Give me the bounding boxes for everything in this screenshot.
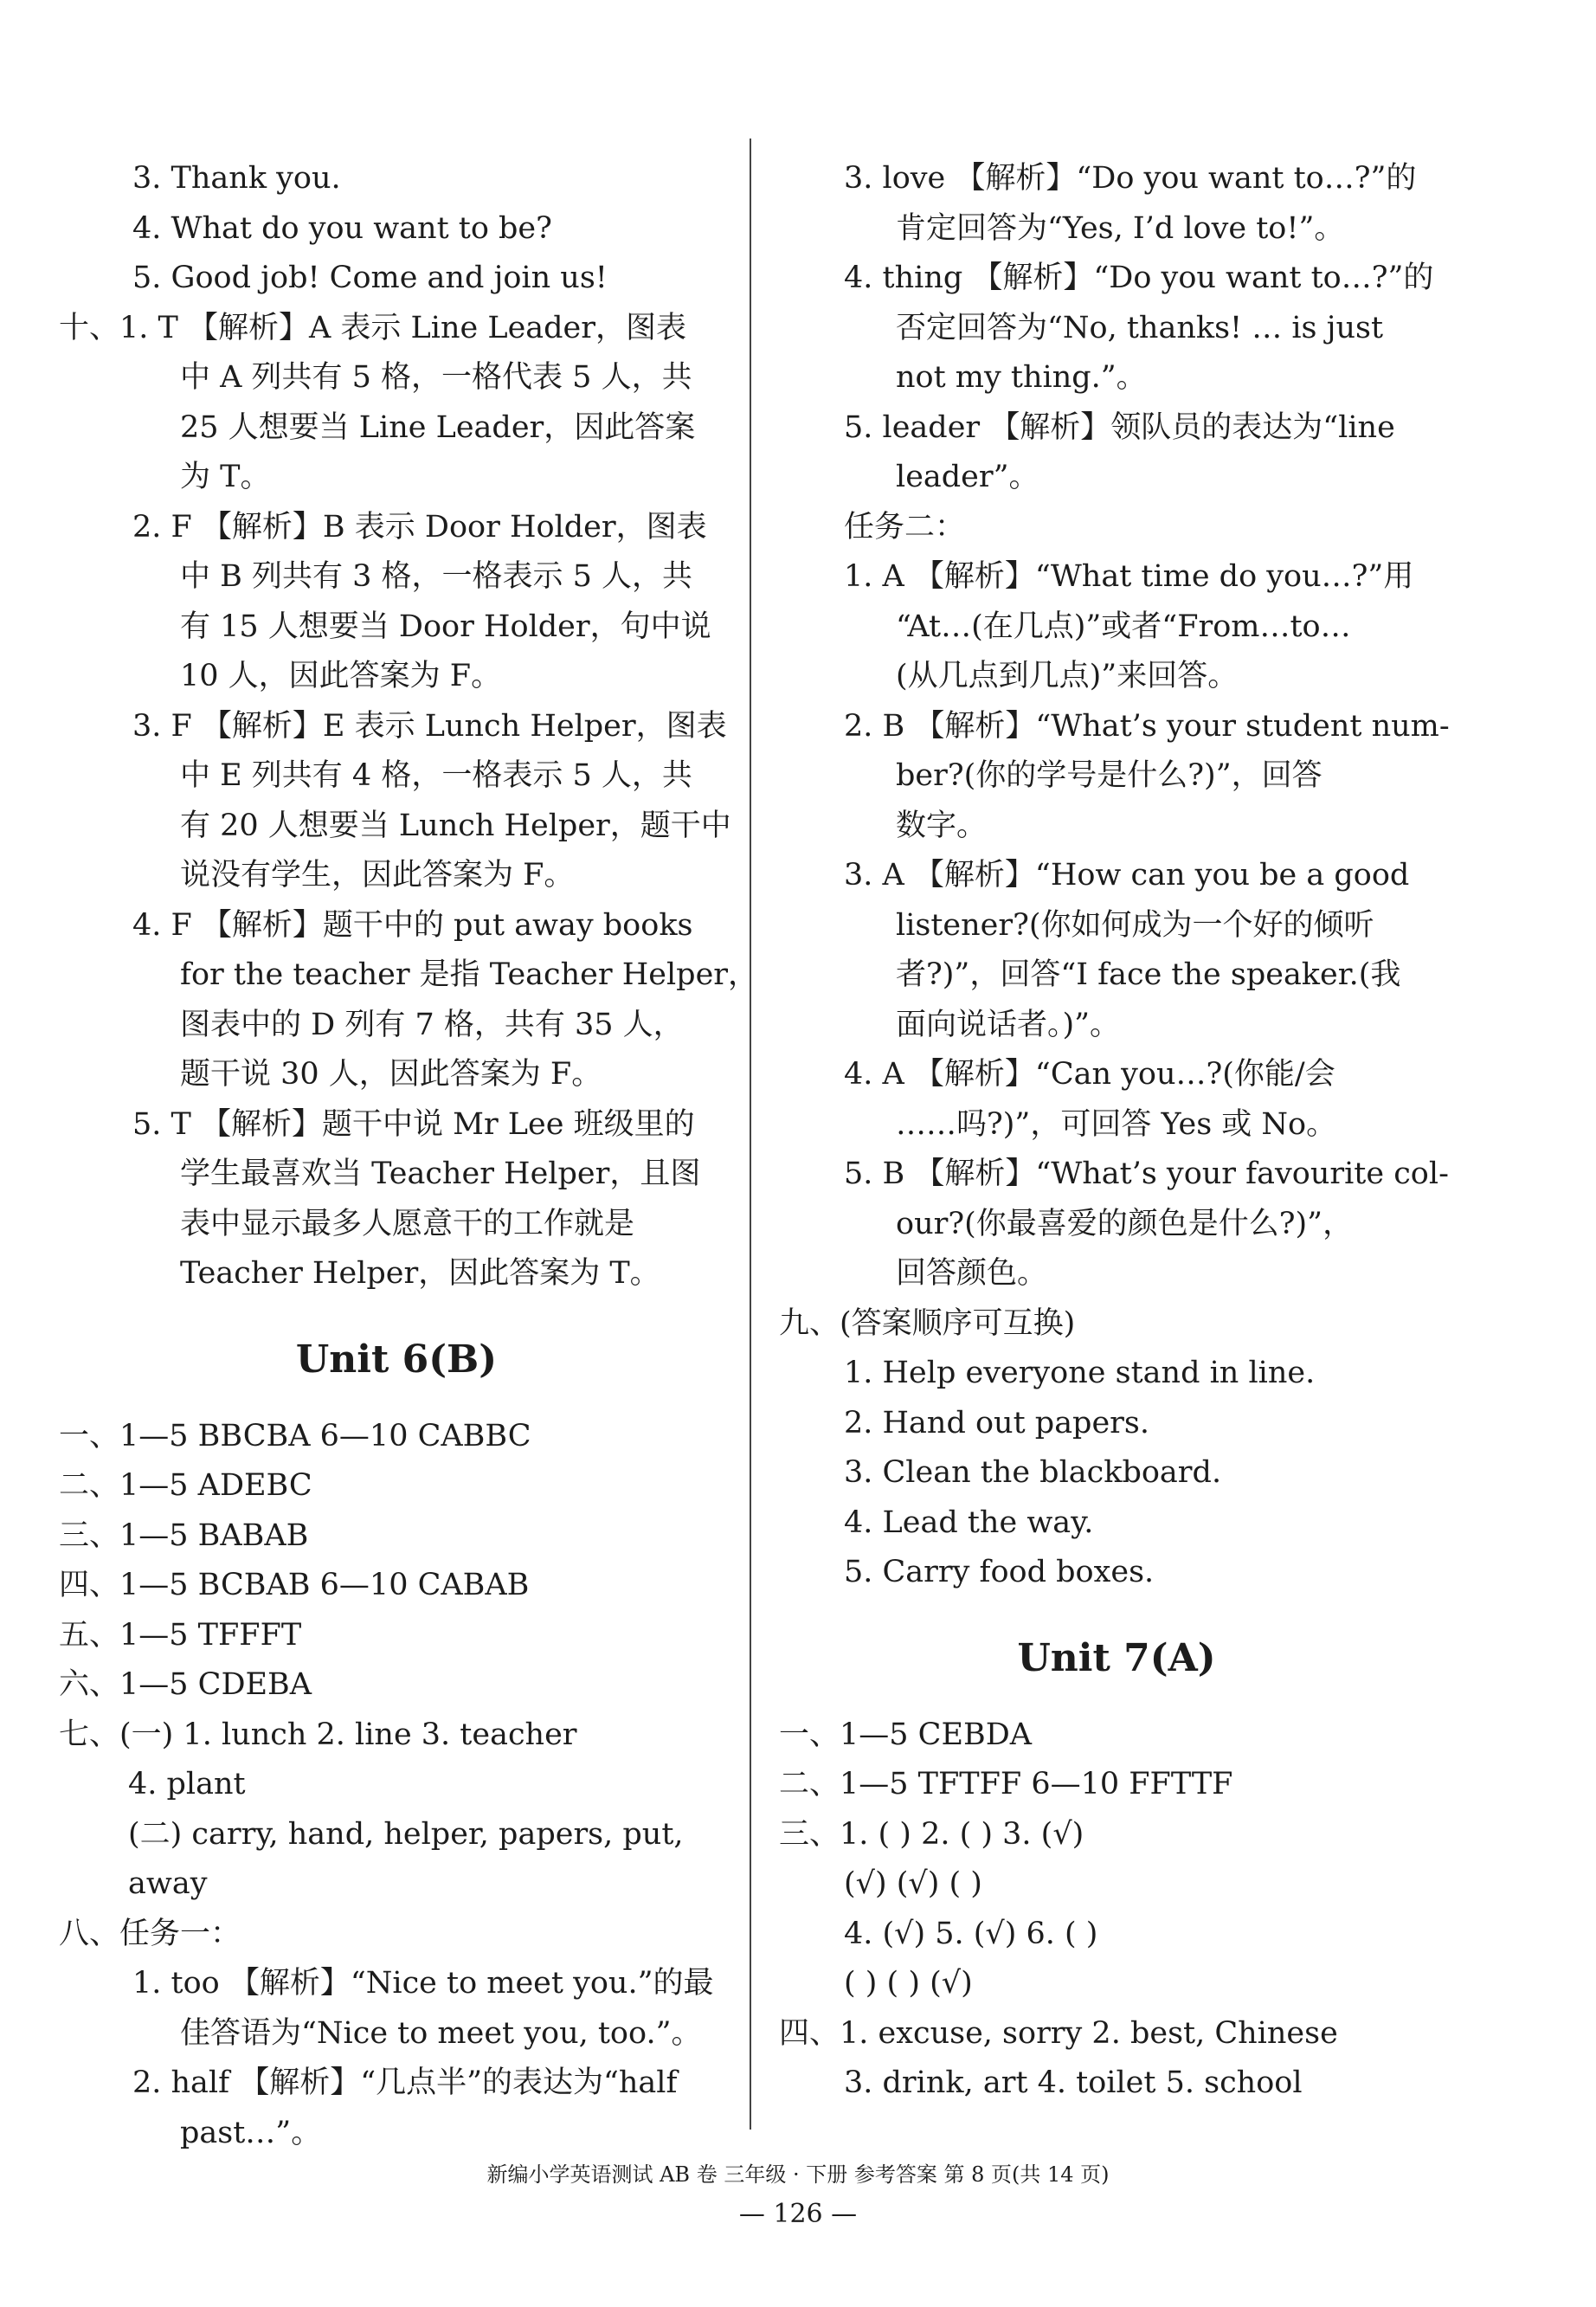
answer-line: (二) carry, hand, helper, papers, put,	[128, 1816, 684, 1852]
answer-line: 5. Carry food boxes.	[844, 1555, 1155, 1589]
answer-line: 5. T 【解析】题干中说 Mr Lee 班级里的	[132, 1106, 695, 1142]
answer-line: 一、1—5 BBCBA 6—10 CABBC	[59, 1418, 531, 1453]
answer-line: 3. Thank you.	[132, 161, 341, 196]
answer-line: 1. Help everyone stand in line.	[844, 1356, 1316, 1390]
answer-line: away	[128, 1866, 208, 1901]
answer-line: leader”。	[896, 460, 1039, 494]
answer-line: 三、1—5 BABAB	[59, 1518, 309, 1553]
answer-line: 一、1—5 CEBDA	[779, 1717, 1033, 1752]
answer-line: 中 A 列共有 5 格，一格代表 5 人，共	[180, 360, 692, 395]
answer-line: 学生最喜欢当 Teacher Helper，且图	[180, 1157, 701, 1191]
answer-line: for the teacher 是指 Teacher Helper，	[180, 957, 759, 992]
answer-line: 有 15 人想要当 Door Holder，句中说	[180, 609, 711, 644]
answer-line: 5. Good job! Come and join us!	[132, 261, 608, 295]
answer-line: 图表中的 D 列有 7 格，共有 35 人，	[180, 1007, 684, 1042]
answer-line: 1. too 【解析】“Nice to meet you.”的最	[132, 1966, 714, 2001]
answer-line: 二、1—5 ADEBC	[59, 1468, 312, 1503]
unit-title: Unit 6(B)	[295, 1337, 498, 1382]
unit-title: Unit 7(A)	[1017, 1635, 1216, 1680]
answer-line: 中 E 列共有 4 格，一格表示 5 人，共	[180, 758, 692, 793]
answer-line: 4. Lead the way.	[844, 1505, 1094, 1540]
answer-line: 1. A 【解析】“What time do you…?”用	[844, 559, 1414, 594]
answer-line: 八、任务一：	[59, 1916, 241, 1951]
answer-line: 25 人想要当 Line Leader，因此答案	[180, 409, 696, 445]
answer-line: 中 B 列共有 3 格，一格表示 5 人，共	[180, 559, 693, 594]
answer-line: 肯定回答为“Yes, I’d love to!”。	[896, 210, 1345, 246]
answer-line: 二、1—5 TFTFF 6—10 FFTTF	[779, 1767, 1233, 1801]
answer-line: 有 20 人想要当 Lunch Helper，题干中	[180, 808, 731, 843]
answer-line: (√) (√) ( )	[844, 1866, 982, 1901]
answer-line: past…”。	[180, 2115, 322, 2150]
answer-line: 否定回答为“No, thanks! … is just	[896, 310, 1384, 345]
answer-line: listener?(你如何成为一个好的倾听	[896, 907, 1374, 943]
answer-line: 4. (√) 5. (√) 6. ( )	[844, 1916, 1098, 1951]
answer-line: 3. A 【解析】“How can you be a good	[844, 858, 1410, 893]
answer-line: 2. F 【解析】B 表示 Door Holder，图表	[132, 509, 707, 545]
answer-line: 10 人，因此答案为 F。	[180, 659, 502, 693]
answer-line: 3. drink, art 4. toilet 5. school	[844, 2065, 1303, 2100]
answer-line: 为 T。	[180, 460, 271, 494]
column-divider	[750, 139, 751, 2130]
answer-line: 2. Hand out papers.	[844, 1405, 1149, 1440]
answer-line: 任务二：	[844, 509, 966, 545]
answer-line: 三、1. ( ) 2. ( ) 3. (√)	[779, 1816, 1084, 1852]
answer-line: 4. F 【解析】题干中的 put away books	[132, 907, 693, 943]
answer-line: 3. Clean the blackboard.	[844, 1455, 1222, 1490]
right-column	[779, 154, 1454, 2109]
left-column	[59, 154, 759, 2158]
answer-line: Teacher Helper，因此答案为 T。	[180, 1256, 660, 1291]
page-number: — 126 —	[738, 2199, 858, 2229]
answer-line: 数字。	[896, 808, 988, 843]
answer-line: 七、(一) 1. lunch 2. line 3. teacher	[59, 1717, 577, 1752]
answer-line: 4. thing 【解析】“Do you want to…?”的	[844, 261, 1434, 295]
answer-line: 3. love 【解析】“Do you want to…?”的	[844, 161, 1417, 196]
answer-line: 十、1. T 【解析】A 表示 Line Leader，图表	[59, 310, 687, 345]
answer-line: 五、1—5 TFFFT	[59, 1617, 302, 1653]
answer-line: not my thing.”。	[896, 360, 1147, 395]
answer-line: 表中显示最多人愿意干的工作就是	[180, 1206, 635, 1241]
answer-line: “At…(在几点)”或者“From…to…	[896, 609, 1351, 644]
answer-line: our?(你最喜爱的颜色是什么?)”，	[896, 1206, 1354, 1241]
answer-line: ……吗?)”，可回答 Yes 或 No。	[896, 1106, 1337, 1142]
answer-line: 5. leader 【解析】领队员的表达为“line	[844, 409, 1395, 445]
answer-line: 4. plant	[128, 1767, 246, 1801]
answer-line: 5. B 【解析】“What’s your favourite col-	[844, 1157, 1449, 1191]
answer-line: 者?)”，回答“I face the speaker.(我	[896, 957, 1401, 992]
answer-line: 六、1—5 CDEBA	[59, 1667, 312, 1702]
answer-line: 佳答语为“Nice to meet you, too.”。	[180, 2015, 702, 2051]
answer-line: 回答颜色。	[896, 1256, 1048, 1291]
answer-line: 说没有学生，因此答案为 F。	[180, 858, 575, 893]
answer-line: 4. What do you want to be?	[132, 210, 552, 246]
answer-line: 四、1—5 BCBAB 6—10 CABAB	[59, 1568, 530, 1602]
answer-line: 九、(答案顺序可互换)	[779, 1305, 1076, 1341]
answer-line: 面向说话者。)”。	[896, 1007, 1121, 1042]
answer-line: 2. B 【解析】“What’s your student num-	[844, 708, 1450, 744]
answer-line: 4. A 【解析】“Can you…?(你能/会	[844, 1057, 1335, 1092]
answer-line: 四、1. excuse, sorry 2. best, Chinese	[779, 2015, 1338, 2051]
answer-line: 题干说 30 人，因此答案为 F。	[180, 1057, 602, 1092]
answer-line: 2. half 【解析】“几点半”的表达为“half	[132, 2065, 678, 2100]
answer-line: 3. F 【解析】E 表示 Lunch Helper，图表	[132, 708, 727, 744]
answer-line: ( ) ( ) (√)	[844, 1966, 973, 2001]
answer-line: ber?(你的学号是什么?)”，回答	[896, 758, 1322, 793]
answer-line: (从几点到几点)”来回答。	[896, 659, 1239, 693]
footer-text: 新编小学英语测试 AB 卷 三年级 · 下册 参考答案 第 8 页(共 14 页)	[486, 2162, 1110, 2187]
